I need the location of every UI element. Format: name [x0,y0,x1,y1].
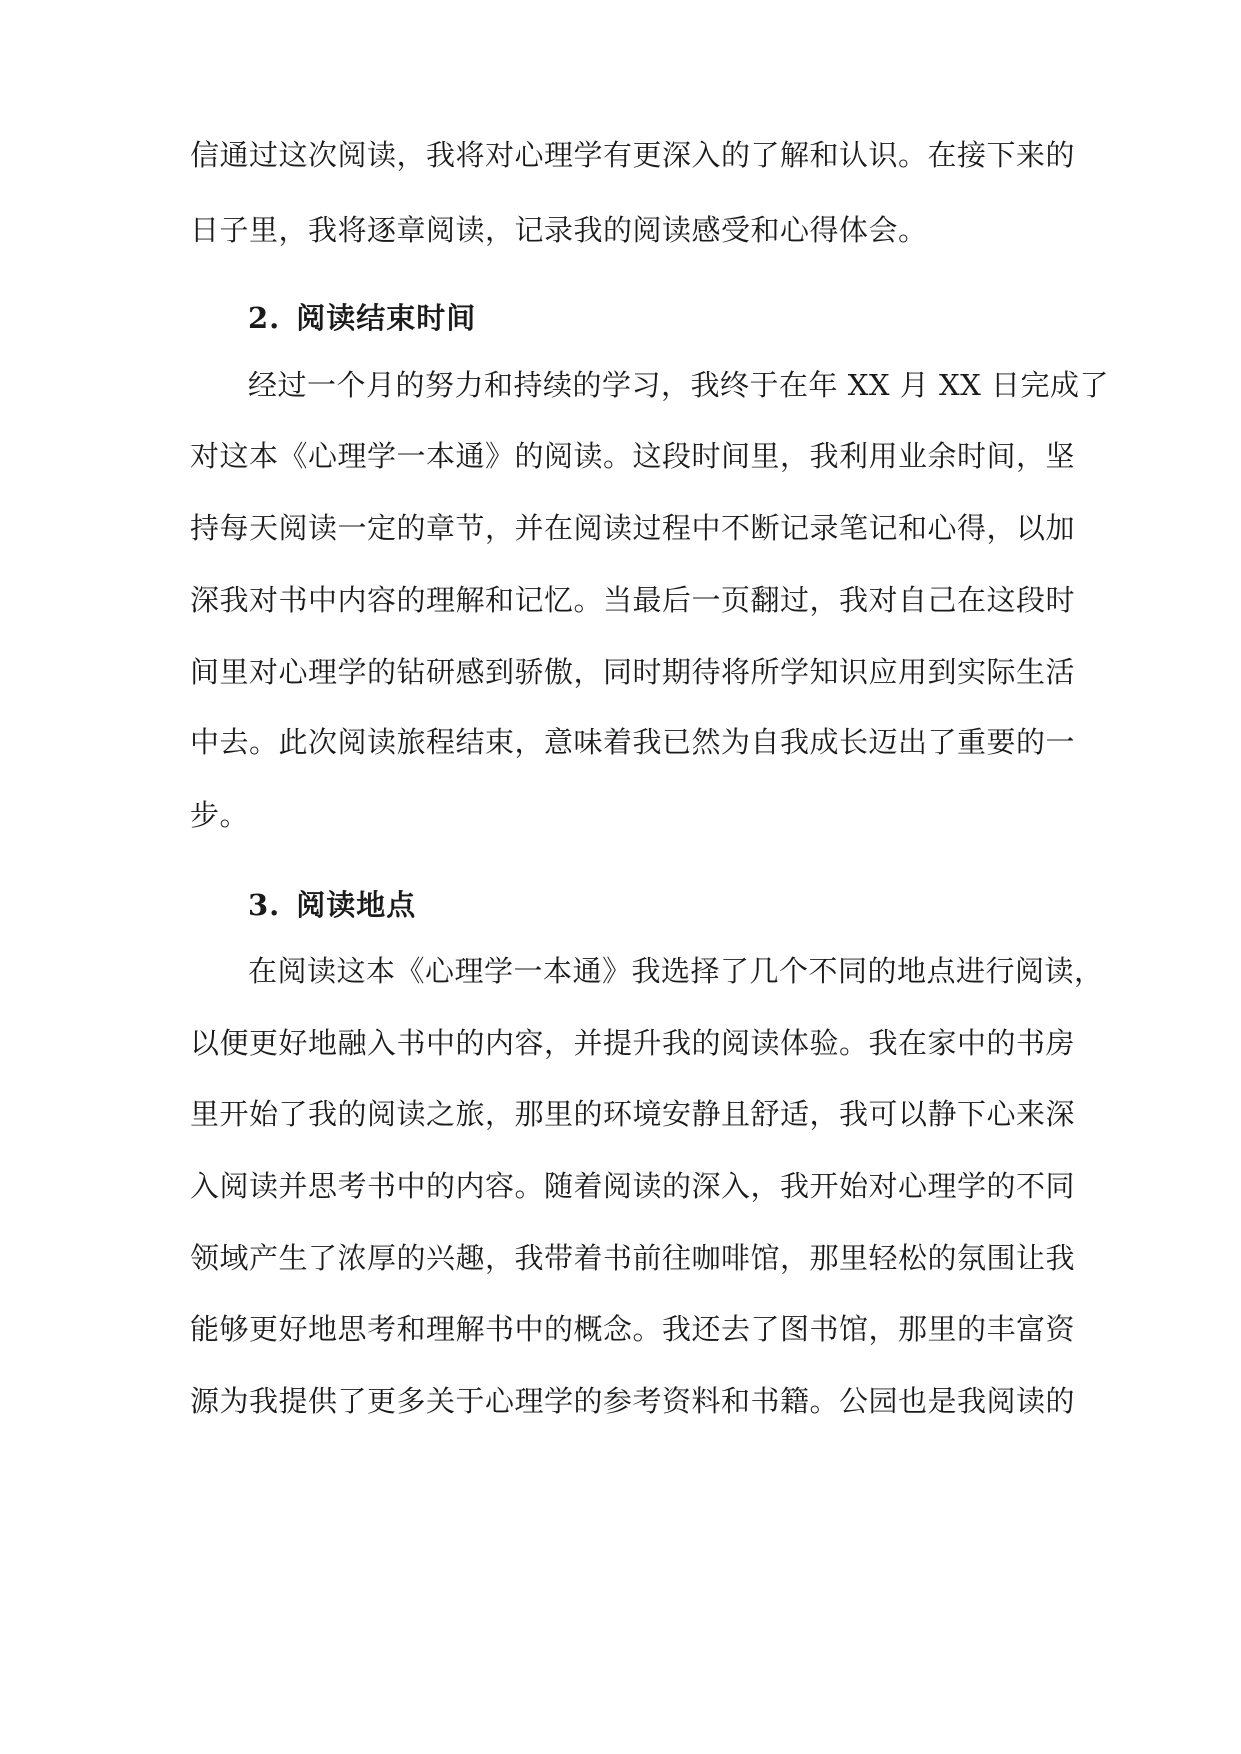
body-text-line: 经过一个月的努力和持续的学习，我终于在年 XX 月 XX 日完成了 [248,368,1109,402]
body-text-line: 中去。此次阅读旅程结束，意味着我已然为自我成长迈出了重要的一 [190,725,1076,759]
section-number: 2. [248,301,281,335]
section-title: 阅读结束时间 [296,301,477,335]
body-text-line: 深我对书中内容的理解和记忆。当最后一页翻过，我对自己在这段时 [190,583,1076,617]
body-text-line: 持每天阅读一定的章节，并在阅读过程中不断记录笔记和心得，以加 [190,511,1076,545]
body-text-line: 间里对心理学的钻研感到骄傲，同时期待将所学知识应用到实际生活 [190,655,1076,689]
body-text-line: 日子里，我将逐章阅读，记录我的阅读感受和心得体会。 [190,213,928,247]
body-text-line: 入阅读并思考书中的内容。随着阅读的深入，我开始对心理学的不同 [190,1169,1076,1203]
body-text-line: 步。 [190,798,250,832]
body-text-line: 领域产生了浓厚的兴趣，我带着书前往咖啡馆，那里轻松的氛围让我 [190,1241,1076,1275]
body-text-line: 源为我提供了更多关于心理学的参考资料和书籍。公园也是我阅读的 [190,1384,1076,1418]
body-text-line: 在阅读这本《心理学一本通》我选择了几个不同的地点进行阅读， [248,954,1104,988]
body-text-line: 信通过这次阅读，我将对心理学有更深入的了解和认识。在接下来的 [190,138,1076,172]
section-heading-2 [248,298,476,338]
section-heading-3 [248,885,416,925]
body-text-line: 能够更好地思考和理解书中的概念。我还去了图书馆，那里的丰富资 [190,1312,1076,1346]
section-title: 阅读地点 [296,888,417,922]
body-text-line: 以便更好地融入书中的内容，并提升我的阅读体验。我在家中的书房 [190,1026,1076,1060]
body-text-line: 里开始了我的阅读之旅，那里的环境安静且舒适，我可以静下心来深 [190,1097,1076,1131]
section-number: 3. [248,888,281,922]
body-text-line: 对这本《心理学一本通》的阅读。这段时间里，我利用业余时间，坚 [190,439,1076,473]
